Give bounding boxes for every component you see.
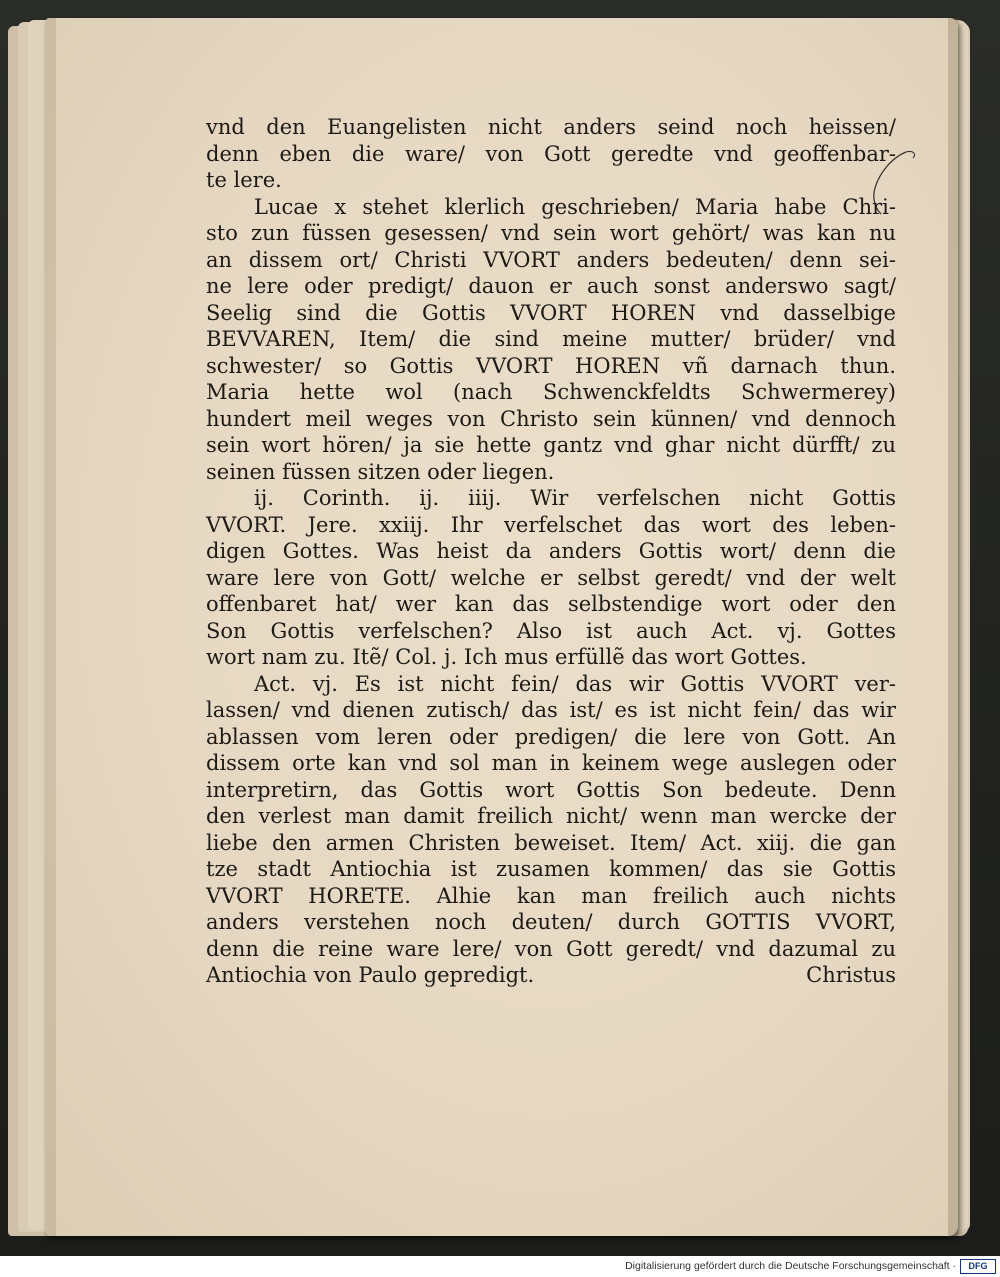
text-line: den verlest man damit freilich nicht/ wenn man wercke der <box>206 804 896 828</box>
text-line: wort nam zu. Itẽ/ Col. j. Ich mus erfüllẽ das wort Gottes. <box>206 645 807 669</box>
text-line: denn die reine ware lere/ von Gott geredt/ vnd dazumal zu <box>206 936 896 961</box>
text-line: seinen füssen sitzen oder liegen. <box>206 459 555 484</box>
text-line: VVORT. Jere. xxiij. Ihr verfelschet das wort des leben- <box>206 512 896 537</box>
text-line: schwester/ so Gottis VVORT HOREN vñ darnach thun. <box>206 353 896 378</box>
page-edge <box>46 18 56 1236</box>
text-line: ablassen vom leren oder predigen/ die lere von Gott. An <box>206 724 896 749</box>
text-line: digen Gottes. Was heist da anders Gottis wort/ denn die <box>206 539 896 563</box>
text-line: offenbaret hat/ wer kan das selbstendige wort oder den <box>206 592 896 616</box>
text-line: anders verstehen noch deuten/ durch GOTTIS VVORT, <box>206 910 896 934</box>
text-line: liebe den armen Christen beweiset. Item/ Act. xiij. die gan <box>206 830 896 855</box>
text-line: Son Gottis verfelschen? Also ist auch Act. vj. Gottes <box>206 618 896 643</box>
text-line: vnd den Euangelisten nicht anders seind noch heissen/ <box>206 115 896 139</box>
footer-credit: Digitalisierung gefördert durch die Deutsche Forschungsgemeinschaft · <box>625 1260 956 1272</box>
book-page <box>46 18 958 1236</box>
text-line: hundert meil weges von Christo sein künnen/ vnd dennoch <box>206 406 896 431</box>
text-line: tze stadt Antiochia ist zusamen kommen/ das sie Gottis <box>206 857 896 881</box>
text-line: sein wort hören/ ja sie hette gantz vnd ghar nicht dürfft/ zu <box>206 433 896 457</box>
text-line: Antiochia von Paulo gepredigt. <box>206 963 535 987</box>
text-line: VVORT HORETE. Alhie kan man freilich auch nichts <box>206 883 896 908</box>
text-line: an dissem ort/ Christi VVORT anders bedeuten/ denn sei- <box>206 247 896 272</box>
text-line: interpretirn, das Gottis wort Gottis Son bedeute. Denn <box>206 777 896 802</box>
text-line: Lucae x stehet klerlich geschrieben/ Maria habe Chri- <box>254 194 896 219</box>
text-line: ne lere oder predigt/ dauon er auch sonst anderswo sagt/ <box>206 274 896 298</box>
digitization-footer <box>0 1256 1000 1277</box>
text-line: dissem orte kan vnd sol man in keinem wege auslegen oder <box>206 751 896 775</box>
text-line: sto zun füssen gesessen/ vnd sein wort gehört/ was kan nu <box>206 221 896 245</box>
text-line: ware lere von Gott/ welche er selbst geredt/ vnd der welt <box>206 565 896 590</box>
text-line: ij. Corinth. ij. iiij. Wir verfelschen nicht Gottis <box>254 486 896 510</box>
dfg-logo: DFG <box>960 1259 996 1274</box>
catchword: Christus <box>806 963 896 987</box>
page-edge <box>948 18 958 1236</box>
text-line: Maria hette wol (nach Schwenckfeldts Schwermerey) <box>206 380 896 404</box>
text-line: denn eben die ware/ von Gott geredte vnd geoffenbar- <box>206 141 896 166</box>
text-line-with-catchword <box>206 962 896 989</box>
text-line: BEVVAREN, Item/ die sind meine mutter/ brüder/ vnd <box>206 327 896 351</box>
page-body-text <box>206 114 896 989</box>
text-line: Seelig sind die Gottis VVORT HOREN vnd dasselbige <box>206 300 896 325</box>
text-line: lassen/ vnd dienen zutisch/ das ist/ es ist nicht fein/ das wir <box>206 698 896 722</box>
text-line: te lere. <box>206 168 282 192</box>
text-line: Act. vj. Es ist nicht fein/ das wir Gottis VVORT ver- <box>254 671 896 696</box>
